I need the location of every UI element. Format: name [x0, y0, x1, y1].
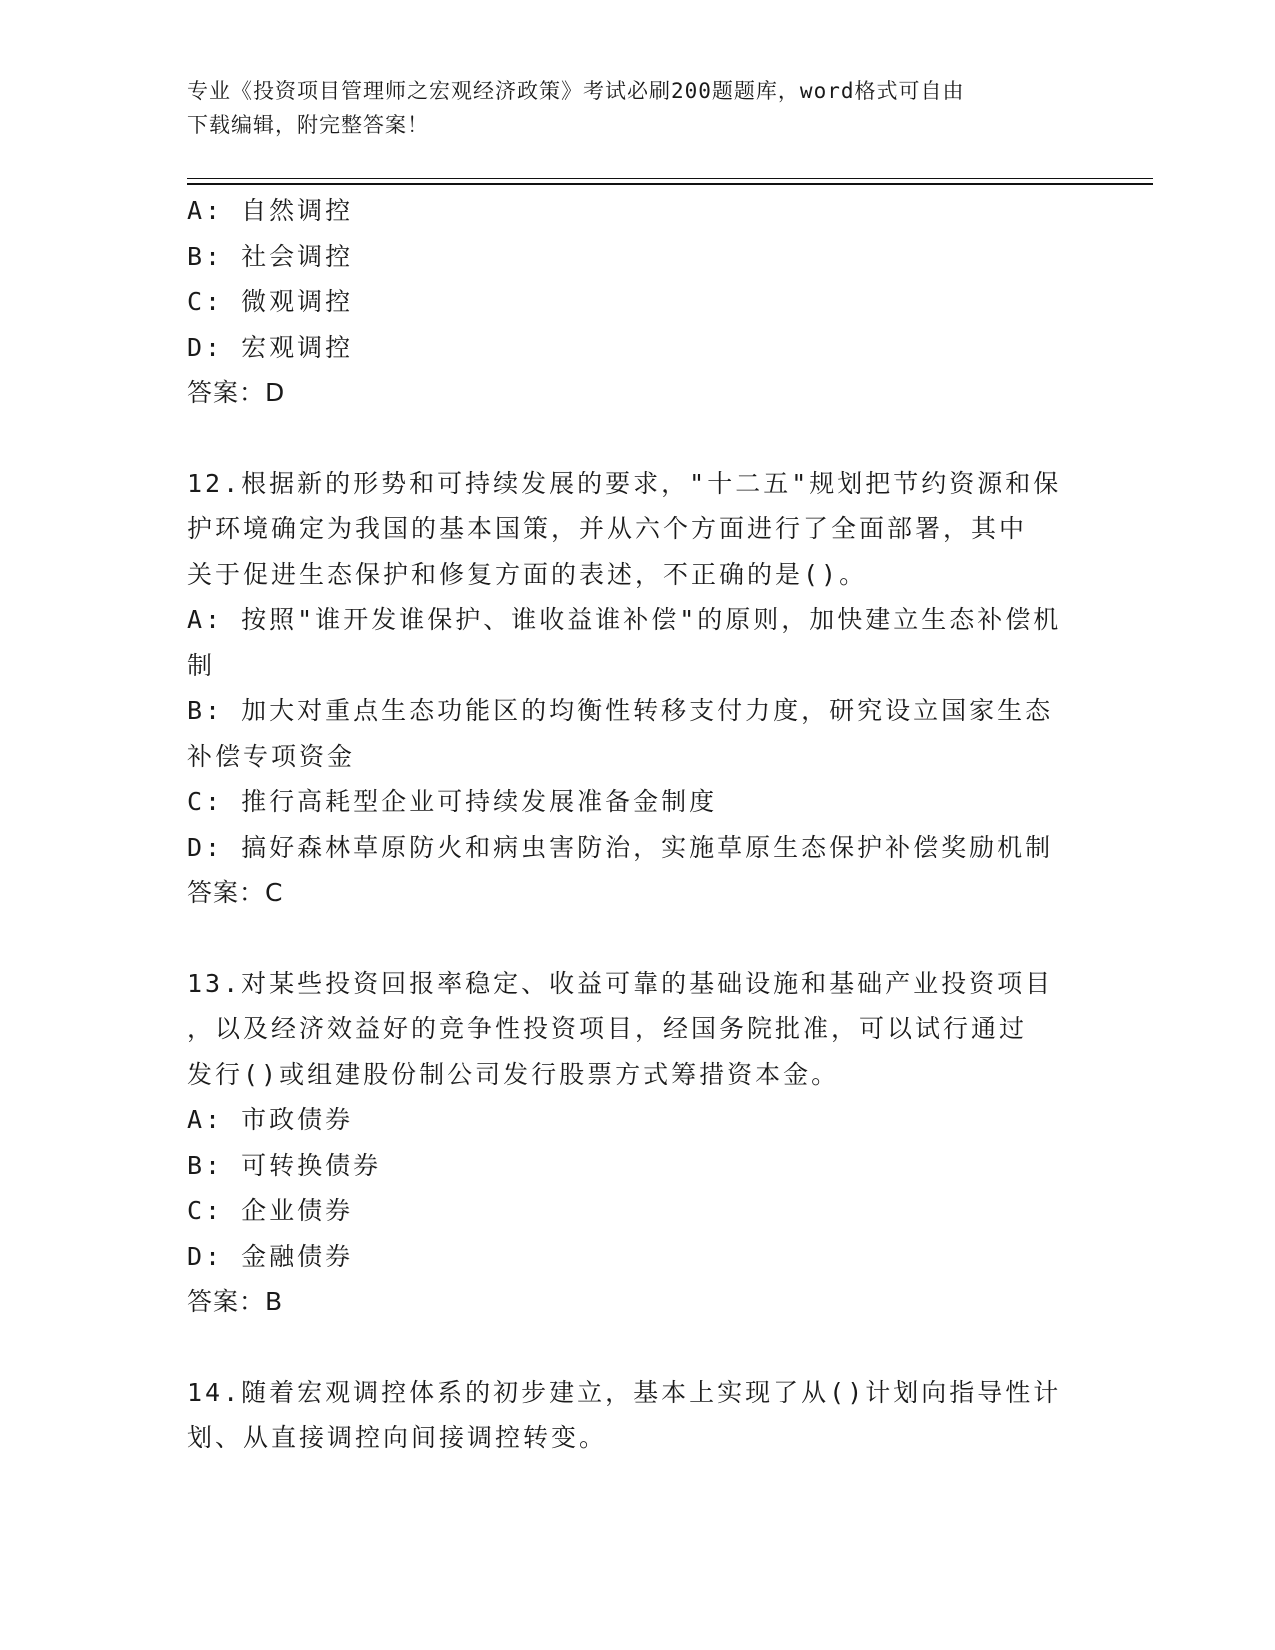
answer-line: 答案：C: [187, 878, 284, 907]
option-c: C: 企业债券: [187, 1196, 354, 1225]
header-line-1: 专业《投资项目管理师之宏观经济政策》考试必刷200题题库，word格式可自由: [187, 79, 965, 103]
question-text-line: 14.随着宏观调控体系的初步建立，基本上实现了从()计划向指导性计: [187, 1377, 1062, 1407]
document-body: [187, 188, 1077, 1461]
option-a: A: 按照"谁开发谁保护、谁收益谁补偿"的原则，加快建立生态补偿机: [187, 605, 1062, 634]
header-line-2: 下载编辑，附完整答案！: [187, 113, 429, 137]
option-d: D: 搞好森林草原防火和病虫害防治，实施草原生态保护补偿奖励机制: [187, 832, 1054, 862]
question-13-block: [187, 961, 1077, 1325]
option-b: B: 可转换债券: [187, 1150, 382, 1180]
answer-line: 答案：D: [187, 378, 286, 407]
option-a: A: 自然调控: [187, 196, 354, 225]
question-text-line: 护环境确定为我国的基本国策，并从六个方面进行了全面部署，其中: [187, 514, 1028, 543]
header-rule-thin: [187, 178, 1153, 179]
answer-line: 答案：B: [187, 1287, 284, 1316]
option-d: D: 宏观调控: [187, 332, 354, 362]
question-text-line: ，以及经济效益好的竞争性投资项目，经国务院批准，可以试行通过: [187, 1014, 1028, 1043]
option-a: A: 市政债券: [187, 1105, 354, 1134]
question-11-block: [187, 188, 1077, 416]
option-a-continued: 制: [187, 650, 216, 680]
document-header: [187, 74, 1087, 142]
question-12-block: [187, 461, 1077, 916]
option-c: C: 微观调控: [187, 287, 354, 316]
option-d: D: 金融债券: [187, 1241, 354, 1271]
header-rule-thick: [187, 183, 1153, 185]
option-b: B: 加大对重点生态功能区的均衡性转移支付力度，研究设立国家生态: [187, 696, 1054, 725]
option-b-continued: 补偿专项资金: [187, 741, 356, 771]
question-text-line: 12.根据新的形势和可持续发展的要求，"十二五"规划把节约资源和保: [187, 468, 1062, 498]
question-text-line: 发行()或组建股份制公司发行股票方式筹措资本金。: [187, 1059, 840, 1089]
option-c: C: 推行高耗型企业可持续发展准备金制度: [187, 787, 718, 816]
question-text-line: 关于促进生态保护和修复方面的表述，不正确的是()。: [187, 559, 868, 589]
question-text-line: 13.对某些投资回报率稳定、收益可靠的基础设施和基础产业投资项目: [187, 968, 1054, 998]
option-b: B: 社会调控: [187, 241, 354, 271]
question-text-line: 划、从直接调控向间接调控转变。: [187, 1423, 608, 1452]
question-14-block: [187, 1370, 1077, 1461]
